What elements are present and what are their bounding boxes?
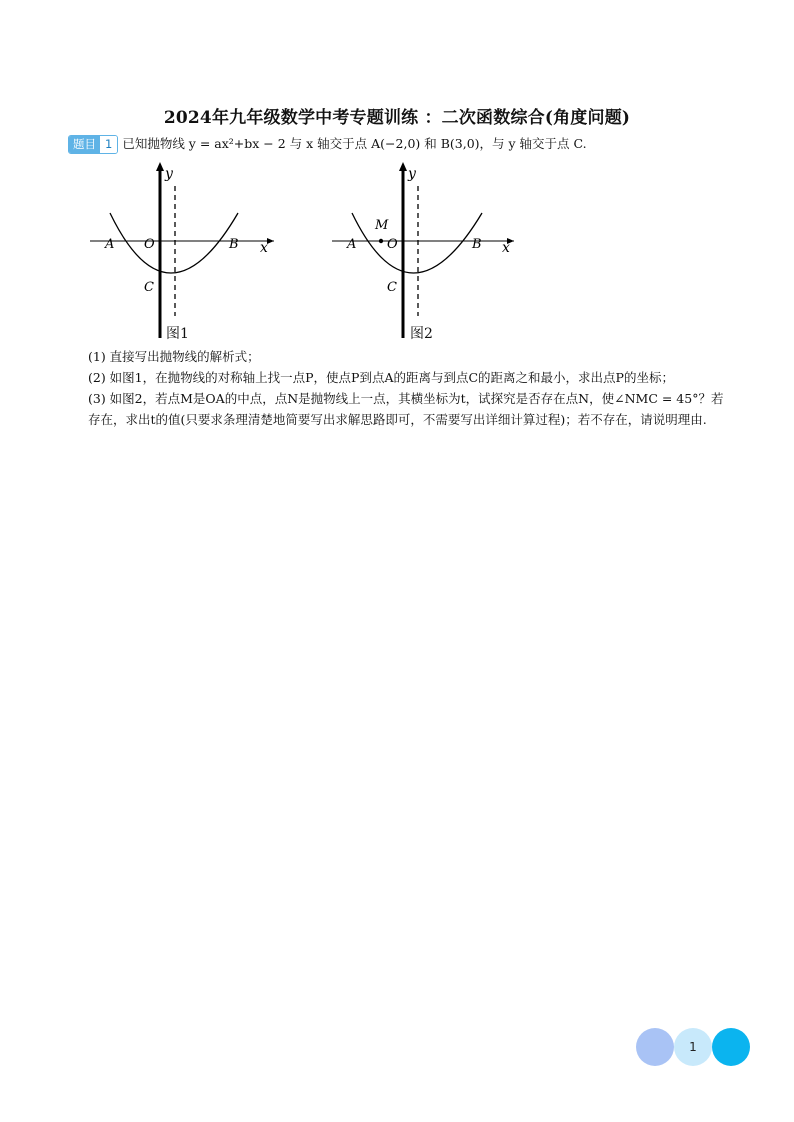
figure-2-label-x: x: [502, 240, 510, 256]
figure-1-label-x: x: [260, 240, 268, 256]
figure-2-graph: [330, 160, 530, 350]
page-circle-left: [636, 1028, 674, 1066]
figure-2-y-arrow: [399, 162, 407, 171]
figure-1-label-o: O: [144, 237, 155, 252]
page-number: 1: [689, 1040, 697, 1054]
question-parts: [88, 346, 728, 430]
figure-2-label-m: M: [375, 218, 389, 233]
page-circle-right: [712, 1028, 750, 1066]
question-part-3: (3) 如图2，若点M是OA的中点，点N是抛物线上一点，其横坐标为t，试探究是否存在点N，使∠NMC = 45°？若存在，求出t的值(只要求条理清楚地简要写出求解思路即可，不需要写出详细计算过程)；若不存在，请说明理由.: [88, 391, 724, 427]
problem-badge-label: 题目: [69, 136, 100, 153]
figure-1-parabola: [110, 213, 238, 273]
figure-1-label-c: C: [144, 280, 154, 295]
figure-2-label-o: O: [387, 237, 398, 252]
figure-2-parabola: [352, 213, 482, 273]
problem-badge: [68, 135, 118, 154]
figure-2-label-y: y: [408, 166, 416, 182]
figure-2-label-b: B: [472, 237, 482, 252]
figure-2: [330, 160, 530, 350]
figure-2-point-m: [379, 239, 383, 243]
problem-statement-line: [68, 134, 748, 154]
page-indicator: [636, 1028, 752, 1068]
problem-badge-number: 1: [100, 136, 117, 153]
figure-1-graph: [88, 160, 288, 350]
figure-2-caption: 图2: [410, 326, 433, 342]
question-part-1: (1) 直接写出抛物线的解析式；: [88, 349, 260, 364]
figure-1-y-arrow: [156, 162, 164, 171]
figure-1-label-b: B: [229, 237, 239, 252]
figure-2-label-c: C: [387, 280, 397, 295]
figure-2-label-a: A: [347, 237, 357, 252]
page-title: 2024年九年级数学中考专题训练 ：二次函数综合(角度问题): [163, 108, 631, 128]
figure-1-caption: 图1: [166, 326, 189, 342]
figure-1-label-a: A: [105, 237, 115, 252]
figure-1: [88, 160, 288, 350]
figure-1-label-y: y: [165, 166, 173, 182]
problem-statement: 已知抛物线 y = ax²+bx − 2 与 x 轴交于点 A(−2,0) 和 B(3,0)，与 y 轴交于点 C.: [122, 136, 587, 151]
question-part-2: (2) 如图1，在抛物线的对称轴上找一点P，使点P到点A的距离与到点C的距离之和最小，求出点P的坐标；: [88, 370, 674, 385]
figure-1-x-arrow: [267, 238, 274, 244]
